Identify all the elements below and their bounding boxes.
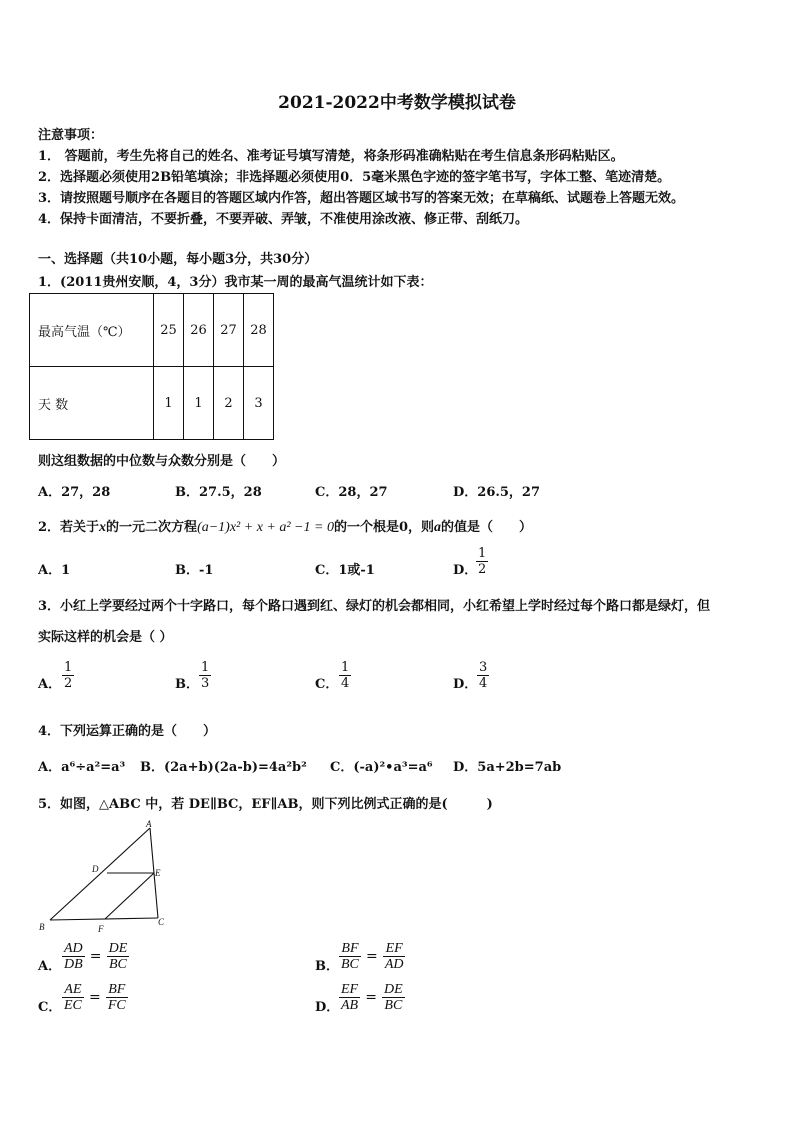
q5-option-d-expr [339,982,405,1013]
side-bc [50,918,158,920]
equals-sign: = [88,989,101,1006]
segment-ef [105,873,154,919]
denominator: 4 [479,676,488,691]
q2-option-c: C．1或-1 [315,563,375,578]
q3-option-d-label: D． [453,677,478,692]
denominator: EC [64,998,82,1013]
note-item: 3．请按照题号顺序在各题目的答题区域内作答，超出答题区域书写的答案无效；在草稿纸、试题卷上答题无效。 [38,191,685,206]
page-title: 2021-2022中考数学模拟试卷 [278,93,516,113]
note-item: 2．选择题必须使用2B铅笔填涂；非选择题必须使用0．5毫米黑色字迹的签字笔书写，字体工整、笔迹清楚。 [38,170,671,185]
q3-option-c-label: C． [315,677,339,692]
q5-option-c-expr [62,982,128,1013]
note-item: 4．保持卡面清洁，不要折叠，不要弄破、弄皱，不准使用涂改液、修正带、刮纸刀。 [38,212,529,227]
numerator: DE [108,941,128,956]
denominator: AD [384,957,404,972]
q1-question: 则这组数据的中位数与众数分别是（ ） [38,454,286,469]
denominator: BC [108,957,127,972]
q2-var-x: x [99,520,107,535]
equals-sign: = [365,948,378,965]
equals-sign: = [365,989,377,1006]
q3-option-d-fraction [477,660,489,691]
denominator: BC [384,998,403,1013]
point-label-f: F [98,924,104,934]
numerator: EF [341,982,359,997]
numerator: 1 [341,660,350,675]
numerator: DE [384,982,403,997]
table-cell: 25 [154,294,184,367]
q2-option-b: B．-1 [175,563,214,578]
denominator: 4 [341,676,350,691]
equals-sign: = [89,948,102,965]
q3-option-b-fraction [199,660,211,691]
table-row-label: 最高气温（℃） [30,294,154,367]
q4-stem: 4．下列运算正确的是（ ） [38,724,217,739]
table-cell: 2 [214,367,244,440]
triangle-figure [38,818,173,938]
denominator: 3 [201,676,210,691]
table-row-label: 天 数 [30,367,154,440]
side-ab [50,828,150,920]
table-cell: 28 [244,294,274,367]
q4-option-c: C．(-a)²•a³=a⁶ [330,760,433,775]
q1-option-d: D．26.5，27 [453,485,541,500]
denominator: 2 [64,676,73,691]
q2-var-a: a [434,520,441,535]
q2-option-d: D． [453,563,478,578]
q2-stem [38,516,532,536]
q2-equation: (a−1)x² + x + a² −1 = 0 [197,520,334,535]
q3-option-b-label: B． [175,677,199,692]
numerator: 1 [64,660,73,675]
denominator: DB [64,957,83,972]
denominator: AB [341,998,359,1013]
q3-option-c-fraction [339,660,351,691]
q5-option-a-label: A． [38,959,62,974]
q5-option-a-expr [62,941,129,972]
numerator: AD [64,941,83,956]
denominator: 2 [478,562,487,577]
denominator: BC [341,957,359,972]
point-label-c: C [158,917,165,927]
q3-option-a-fraction [62,660,74,691]
q2-stem-end: 的值是（ ） [441,520,533,535]
numerator: 3 [479,660,488,675]
point-label-e: E [155,868,161,878]
numerator: AE [62,982,84,998]
table-cell: 1 [184,367,214,440]
q5-option-d-label: D． [315,1000,340,1015]
point-label-b: B [39,922,45,932]
q3-option-a-label: A． [38,677,62,692]
q2-option-d-fraction [476,546,488,577]
q2-option-a: A．1 [38,563,71,578]
numerator: 1 [201,660,210,675]
q3-stem-line1: 3．小红上学要经过两个十字路口，每个路口遇到红、绿灯的机会都相同，小红希望上学时经过每个路口都是绿灯，但 [38,599,711,614]
table-cell: 1 [154,367,184,440]
q1-option-c: C．28，27 [315,485,388,500]
q1-stem: 1．(2011贵州安顺，4，3分）我市某一周的最高气温统计如下表： [38,275,433,290]
q5-stem: 5．如图，△ABC 中，若 DE∥BC，EF∥AB，则下列比例式正确的是( ) [38,797,493,812]
q2-stem-post: 的一个根是0，则 [333,520,434,535]
q5-option-b-label: B． [315,959,339,974]
table-cell: 26 [184,294,214,367]
numerator: BF [339,941,361,957]
denominator: FC [107,998,126,1013]
q4-option-a: A．a⁶÷a²=a³ [38,760,126,775]
q2-stem-mid: 的一元二次方程 [106,520,198,535]
note-item: 1． 答题前，考生先将自己的姓名、准考证号填写清楚，将条形码准确粘贴在考生信息条形码粘贴区。 [38,149,624,164]
q4-option-d: D．5a+2b=7ab [453,760,562,775]
q1-option-a: A．27，28 [38,485,111,500]
q5-option-b-expr [339,941,405,972]
numerator: EF [383,941,406,957]
numerator: BF [106,982,128,998]
point-label-d: D [92,864,99,874]
section-heading: 一、选择题（共10小题，每小题3分，共30分） [38,252,318,267]
q1-option-b: B．27.5，28 [175,485,262,500]
q4-option-b: B．(2a+b)(2a-b)=4a²b² [140,760,307,775]
numerator: 1 [478,546,487,561]
notes-heading: 注意事项： [38,128,104,143]
temperature-table [29,293,274,440]
table-cell: 3 [244,367,274,440]
q2-stem-pre: 2．若关于 [38,520,100,535]
table-cell: 27 [214,294,244,367]
point-label-a: A [146,819,152,829]
q5-option-c-label: C． [38,1000,62,1015]
q3-stem-line2: 实际这样的机会是（ ） [38,630,173,645]
